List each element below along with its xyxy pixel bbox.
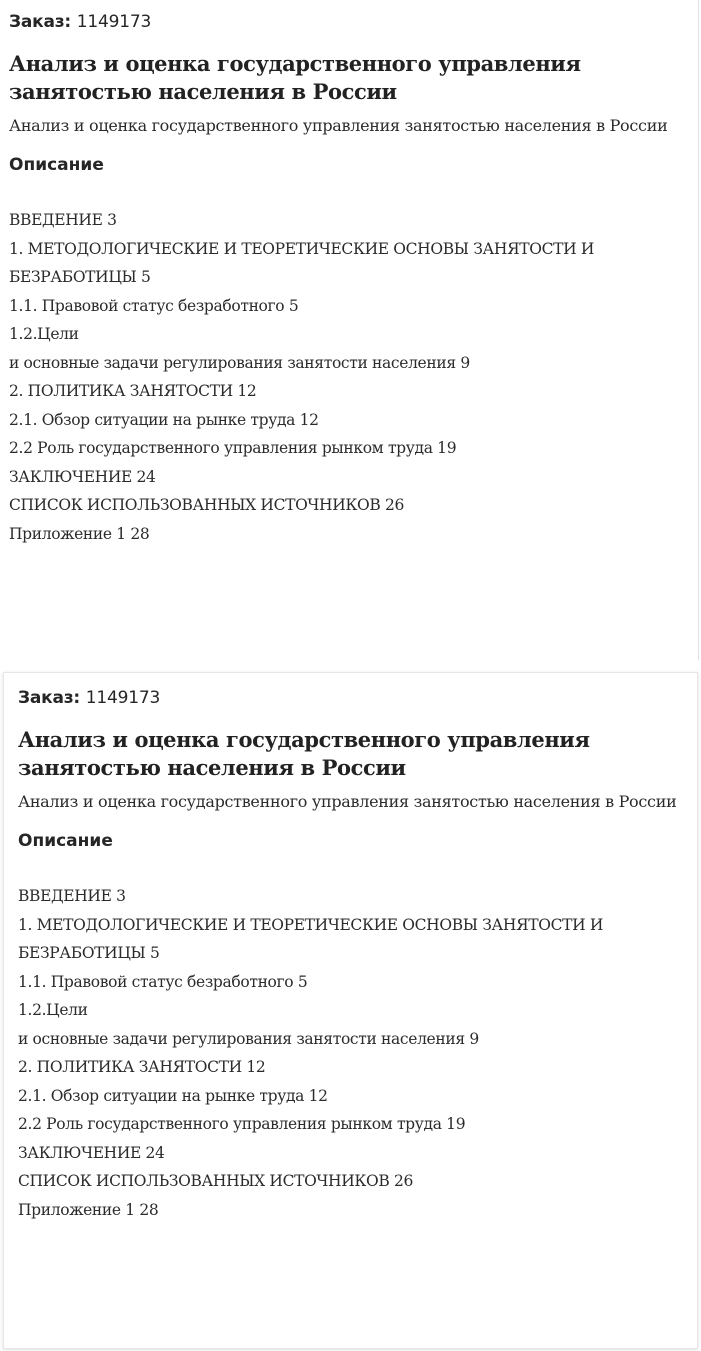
order-card-2 xyxy=(3,672,698,1349)
toc-item: 1. МЕТОДОЛОГИЧЕСКИЕ И ТЕОРЕТИЧЕСКИЕ ОСНОВЫ ЗАНЯТОСТИ И БЕЗРАБОТИЦЫ 5 xyxy=(9,239,594,286)
toc-item: 1.1. Правовой статус безработного 5 xyxy=(18,972,308,991)
toc-item: и основные задачи регулирования занятости населения 9 xyxy=(18,1029,479,1048)
order-number-line xyxy=(18,686,697,710)
toc-item: ЗАКЛЮЧЕНИЕ 24 xyxy=(18,1143,165,1162)
order-label: Заказ: xyxy=(18,688,81,708)
order-number: 1149173 xyxy=(76,12,152,32)
toc-item: Приложение 1 28 xyxy=(18,1200,159,1219)
table-of-contents xyxy=(18,882,688,1224)
order-label: Заказ: xyxy=(9,12,72,32)
toc-item: 2.1. Обзор ситуации на рынке труда 12 xyxy=(18,1086,328,1105)
toc-item: и основные задачи регулирования занятости населения 9 xyxy=(9,353,470,372)
toc-item: 1.2.Цели xyxy=(18,1001,88,1019)
work-subtitle: Анализ и оценка государственного управления занятостью населения в России xyxy=(18,792,677,811)
toc-item: 2.2 Роль государственного управления рынком труда 19 xyxy=(9,439,457,457)
work-subtitle: Анализ и оценка государственного управления занятостью населения в России xyxy=(9,116,668,135)
toc-item: 2.1. Обзор ситуации на рынке труда 12 xyxy=(9,410,319,429)
order-number-line xyxy=(9,10,698,34)
toc-item: СПИСОК ИСПОЛЬЗОВАННЫХ ИСТОЧНИКОВ 26 xyxy=(18,1172,414,1190)
toc-item: 2.2 Роль государственного управления рынком труда 19 xyxy=(18,1115,466,1133)
table-of-contents xyxy=(9,206,679,548)
order-number: 1149173 xyxy=(85,688,161,708)
toc-item: ЗАКЛЮЧЕНИЕ 24 xyxy=(9,467,156,486)
toc-item: Приложение 1 28 xyxy=(9,524,150,543)
description-heading: Описание xyxy=(18,831,113,851)
toc-item: 1.2.Цели xyxy=(9,325,79,343)
order-card-1 xyxy=(0,0,699,660)
work-title: Анализ и оценка государственного управления занятостью населения в России xyxy=(9,51,581,104)
toc-item: ВВЕДЕНИЕ 3 xyxy=(18,887,126,905)
toc-item: СПИСОК ИСПОЛЬЗОВАННЫХ ИСТОЧНИКОВ 26 xyxy=(9,496,405,514)
description-heading: Описание xyxy=(9,155,104,175)
toc-item: 1. МЕТОДОЛОГИЧЕСКИЕ И ТЕОРЕТИЧЕСКИЕ ОСНОВЫ ЗАНЯТОСТИ И БЕЗРАБОТИЦЫ 5 xyxy=(18,915,603,962)
toc-item: 2. ПОЛИТИКА ЗАНЯТОСТИ 12 xyxy=(9,382,257,400)
toc-item: 1.1. Правовой статус безработного 5 xyxy=(9,296,299,315)
work-title: Анализ и оценка государственного управления занятостью населения в России xyxy=(18,727,590,780)
toc-item: ВВЕДЕНИЕ 3 xyxy=(9,211,117,229)
toc-item: 2. ПОЛИТИКА ЗАНЯТОСТИ 12 xyxy=(18,1058,266,1076)
